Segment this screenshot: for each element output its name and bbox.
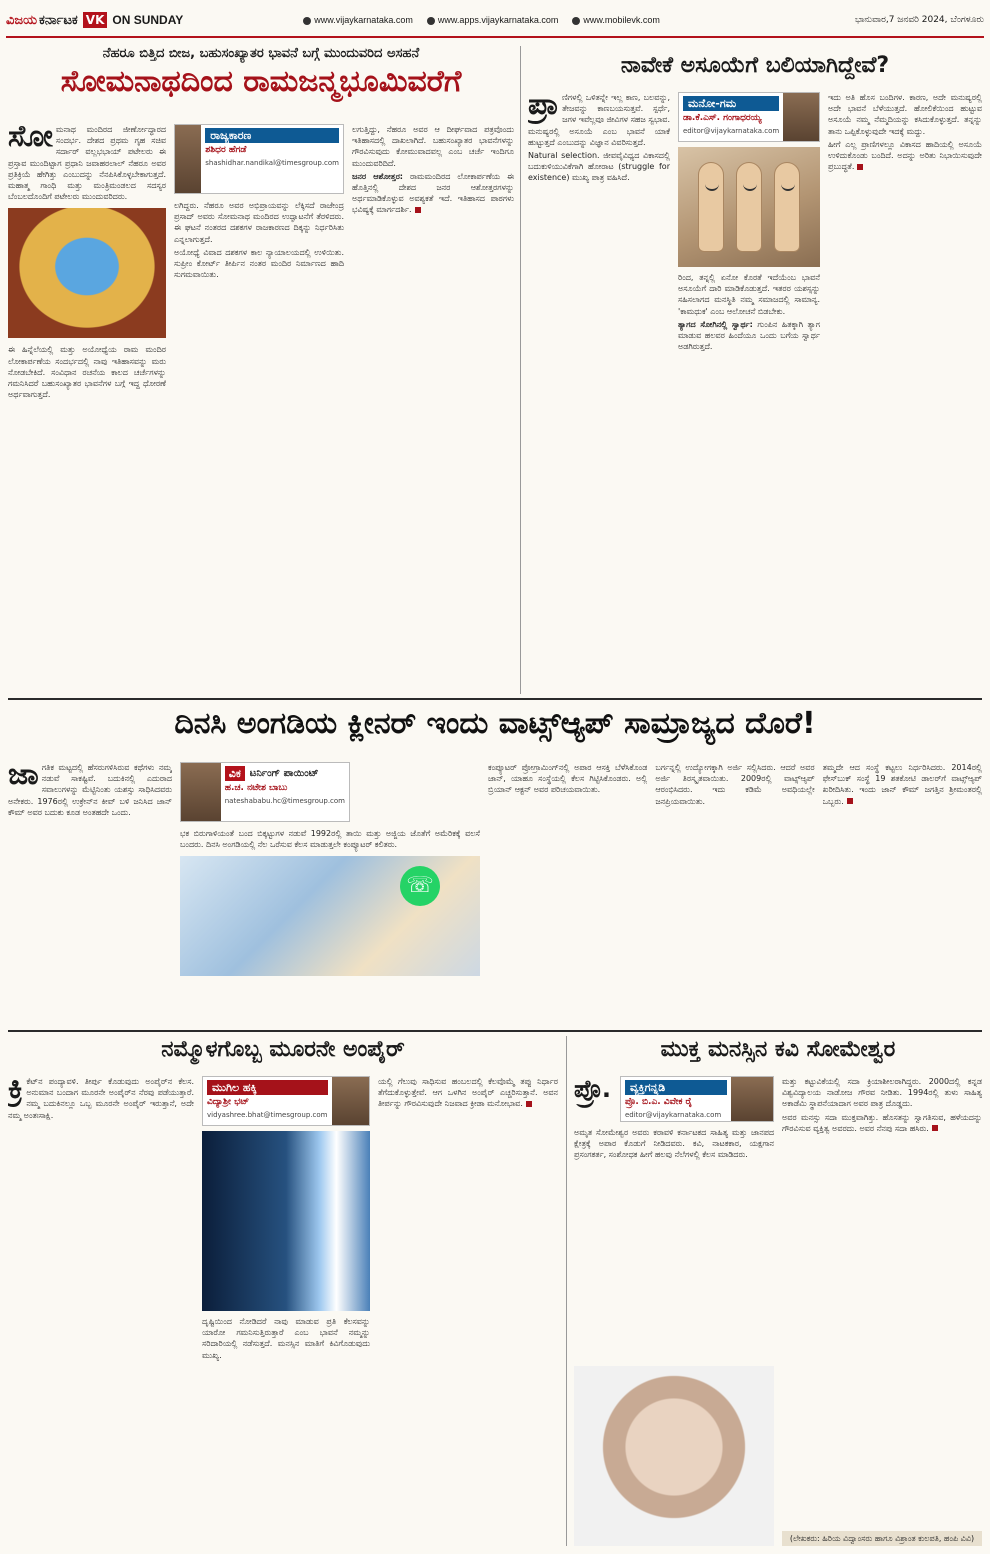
drop-cap: ಸೋ — [8, 124, 53, 154]
story-umpire — [8, 1038, 558, 1062]
article-column — [378, 1076, 558, 1546]
logo-part2: ಕರ್ನಾಟಕ — [39, 12, 78, 28]
article-column — [528, 92, 670, 694]
article-paragraph: ಹೀಗೆ ಎಲ್ಲ ಪ್ರಾಣಿಗಳಲ್ಲೂ ವಿಕಾಸದ ಹಾದಿಯಲ್ಲಿ ಅಸೂಯೆ ಉಳಿದುಕೊಂಡು ಬಂದಿದೆ. ಅದನ್ನು ಅರಿತು ನಿಭಾಯಿಸುವುದೇ ಪ್ರಬುದ್ಧತೆ. — [828, 139, 982, 172]
link-apps[interactable]: www.apps.vijaykarnataka.com — [427, 15, 559, 25]
whatsapp-icon: ☏ — [400, 866, 440, 906]
author-byline — [202, 1076, 370, 1126]
article-column — [202, 1076, 370, 1546]
web-links — [303, 15, 660, 25]
finger-figure — [774, 162, 800, 252]
end-mark — [415, 207, 421, 213]
article-paragraph: ಗುಂಪಿನ ಹಿತಕ್ಕಾಗಿ ತ್ಯಾಗ ಮಾಡುವ ಹಲವರ ಹಿಂದೆಯೂ ಒಂದು ಬಗೆಯ ಸ್ವಾರ್ಥ ಅಡಗಿರುತ್ತದೆ. — [678, 319, 820, 352]
article-paragraph: ದೃಷ್ಟಿಯಿಂದ ನೋಡಿದರೆ ನಾವು ಮಾಡುವ ಪ್ರತಿ ಕೆಲಸವನ್ನು ಯಾರೋ ಗಮನಿಸುತ್ತಿರುತ್ತಾರೆ ಎಂಬ ಭಾವನೆ ನಮ್ಮನ್ನು ಸರಿದಾರಿಯಲ್ಲಿ ನಡೆಸುತ್ತದೆ. ಮನಸ್ಸಿನ ಮಾತಿಗೆ ಕಿವಿಗೊಡುವುದು ಮುಖ್ಯ. — [202, 1317, 370, 1360]
article-paragraph: ಅಮೃತ ಸೋಮೇಶ್ವರ ಅವರು ಕರಾವಳಿ ಕರ್ನಾಟಕದ ಸಾಹಿತ್ಯ ಮತ್ತು ಜಾನಪದ ಕ್ಷೇತ್ರಕ್ಕೆ ಅಪಾರ ಕೊಡುಗೆ ನೀಡಿದವರು. ಕವಿ, ನಾಟಕಕಾರ, ಯಕ್ಷಗಾನ ಪ್ರಸಂಗಕರ್ತ, ಸಂಶೋಧಕ ಹೀಗೆ ಹಲವು ನೆಲೆಗಳಲ್ಲಿ ಕೆಲಸ ಮಾಡಿದರು. — [574, 1128, 774, 1160]
author-email[interactable]: vidyashree.bhat@timesgroup.com — [207, 1111, 328, 1120]
story-umpire-body — [8, 1076, 558, 1546]
article-column — [488, 762, 647, 1024]
article-paragraph: ಅವರ ಮನಸ್ಸು ಸದಾ ಮುಕ್ತವಾಗಿತ್ತು. ಹೊಸತನ್ನು ಸ್ವಾಗತಿಸುವ, ಹಳೆಯದನ್ನು ಗೌರವಿಸುವ ವ್ಯಕ್ತಿತ್ವ ಅವರದು. ಅವರ ನೆನಪು ಸದಾ ಹಸಿರು. — [782, 1112, 982, 1133]
story-envy — [528, 54, 982, 78]
article-column — [8, 762, 172, 1024]
article-paragraph: ಈ ಹಿನ್ನೆಲೆಯಲ್ಲಿ ಮತ್ತು ಅಯೋಧ್ಯೆಯ ರಾಮ ಮಂದಿರ ಲೋಕಾರ್ಪಣೆಯ ಸಂದರ್ಭದಲ್ಲಿ ನಾವು ಇತಿಹಾಸವನ್ನು ಮರು ನೋಡಬೇಕಿದೆ. ಸಂವಿಧಾನ ರಚನೆಯ ಕಾಲದ ಚರ್ಚೆಗಳನ್ನು ಗಮನಿಸಿದರೆ ಬಹುಸಂಖ್ಯಾತರ ಭಾವನೆಗಳ ಬಗ್ಗೆ ಇದ್ದ ಧೋರಣೆ ಅರ್ಥವಾಗುತ್ತದೆ. — [8, 345, 166, 400]
link-mobile[interactable]: www.mobilevk.com — [572, 15, 660, 25]
column-title: ವ್ಯಕ್ತಿಗನ್ನಡಿ — [625, 1080, 727, 1095]
finger-figure — [698, 162, 724, 252]
author-byline — [678, 92, 820, 142]
author-name: ಶಶಿಧರ ಹೆಗಡೆ — [205, 145, 247, 156]
author-name: ವಿದ್ಯಾಶ್ರೀ ಭಟ್ — [207, 1097, 250, 1108]
article-paragraph: ಯಲ್ಲಿ ಗೆಲುವು ಸಾಧಿಸುವ ಹಂಬಲದಲ್ಲಿ ಕೆಲವೊಮ್ಮೆ ತಪ್ಪು ನಿರ್ಧಾರ ತೆಗೆದುಕೊಳ್ಳುತ್ತೇವೆ. ಆಗ ಒಳಗಿನ ಅಂಪೈರ್ ಎಚ್ಚರಿಸುತ್ತಾನೆ. ಅವನ ತೀರ್ಪನ್ನು ಗೌರವಿಸುವುದೇ ನಿಜವಾದ ಕ್ರೀಡಾ ಮನೋಭಾವ. — [378, 1077, 558, 1109]
article-paragraph: ಮನಾಥ ಮಂದಿರದ ಜೀರ್ಣೋದ್ಧಾರದ ಸಂದರ್ಭ. ದೇಶದ ಪ್ರಥಮ ಗೃಹ ಸಚಿವ ಸರ್ದಾರ್ ವಲ್ಲಭಭಾಯ್ ಪಟೇಲರು ಈ ಪ್ರಸ್ತಾವ ಮುಂದಿಟ್ಟಾಗ ಪ್ರಧಾನಿ ಜವಾಹರಲಾಲ್ ನೆಹರೂ ಅವರ ಪ್ರತಿಕ್ರಿಯೆ ಹೇಗಿತ್ತು ಎಂಬುದನ್ನು ನೆನಪಿಸಿಕೊಳ್ಳಬೇಕಾಗುತ್ತದೆ. ಮಹಾತ್ಮ ಗಾಂಧಿ ಮತ್ತು ಮಂತ್ರಿಮಂಡಲದ ಸದಸ್ಯರ ಬೆಂಬಲದೊಂದಿಗೆ ಪಟೇಲರು ಮುಂದುವರಿದರು. — [8, 125, 166, 202]
article-paragraph: ಲಗುತ್ತಿದ್ದು, ನೆಹರೂ ಅವರ ಆ ದೀರ್ಘವಾದ ಪತ್ರವೊಂದು ಇತಿಹಾಸದಲ್ಲಿ ದಾಖಲಾಗಿದೆ. ಬಹುಸಂಖ್ಯಾತರ ಭಾವನೆಗಳನ್ನು ಗೌರವಿಸುವುದು ಕೋಮುವಾದವಲ್ಲ ಎಂಬ ಚರ್ಚೆ ಇಂದಿಗೂ ಮುಂದುವರಿದಿದೆ. — [352, 125, 514, 168]
article-column — [782, 1076, 982, 1546]
masthead — [6, 4, 984, 38]
story-envy-body — [528, 92, 982, 694]
article-paragraph: ಅಯೋಧ್ಯೆ ವಿವಾದ ದಶಕಗಳ ಕಾಲ ನ್ಯಾಯಾಲಯದಲ್ಲಿ ಉಳಿಯಿತು. ಸುಪ್ರೀಂ ಕೋರ್ಟ್ ತೀರ್ಪಿನ ನಂತರ ಮಂದಿರ ನಿರ್ಮಾಣದ ಹಾದಿ ಸುಗಮವಾಯಿತು. — [174, 247, 344, 280]
story-somnath-body — [8, 124, 514, 694]
author-photo — [783, 93, 819, 141]
column-title: ಮುಗಿಲ ಹಕ್ಕಿ — [207, 1080, 328, 1095]
article-column — [678, 92, 820, 694]
article-paragraph: ಕಂಪ್ಯೂಟರ್ ಪ್ರೋಗ್ರಾಮಿಂಗ್‌ನಲ್ಲಿ ಅಪಾರ ಆಸಕ್ತಿ ಬೆಳೆಸಿಕೊಂಡ ಜಾನ್, ಯಾಹೂ ಸಂಸ್ಥೆಯಲ್ಲಿ ಕೆಲಸ ಗಿಟ್ಟಿಸಿಕೊಂಡರು. ಅಲ್ಲಿ ಬ್ರಿಯಾನ್ ಆಕ್ಟನ್ ಅವರ ಪರಿಚಯವಾಯಿತು. — [488, 763, 648, 795]
logo-box: VK — [83, 12, 108, 28]
story-headline: ದಿನಸಿ ಅಂಗಡಿಯ ಕ್ಲೀನರ್ ಇಂದು ವಾಟ್ಸ್‌ಆ್ಯಪ್ ಸಾಮ್ರಾಜ್ಯದ ದೊರೆ! — [174, 706, 816, 741]
article-paragraph: ಣಿಗಳಲ್ಲಿ ಒಳಿತನ್ನೇ ಇಲ್ಲ ಕಾಣ, ಬಲವನ್ನು, ತೇಜವನ್ನು ಕಾಣಬಯಸುತ್ತವೆ. ಸ್ಪರ್ಧೆ, ಜಗಳ ಇವೆಲ್ಲವೂ ಜೀವಿಗಳ ಸಹಜ ಸ್ವಭಾವ. ಮನುಷ್ಯರಲ್ಲಿ ಅಸೂಯೆ ಎಂಬ ಭಾವನೆ ಯಾಕೆ ಹುಟ್ಟುತ್ತದೆ ಎಂಬುದನ್ನು ವಿಜ್ಞಾನ ವಿವರಿಸುತ್ತದೆ. — [528, 93, 670, 147]
finger-faces-image — [678, 147, 820, 267]
article-column — [352, 124, 514, 694]
story-someshwara-body — [574, 1076, 982, 1546]
author-byline — [620, 1076, 774, 1122]
article-column — [8, 1076, 194, 1546]
section-divider — [8, 1030, 982, 1032]
story-headline: ಸೋಮನಾಥದಿಂದ ರಾಮಜನ್ಮಭೂಮಿವರೆಗೆ — [60, 64, 462, 99]
author-email[interactable]: editor@vijaykarnataka.com — [624, 1111, 722, 1120]
author-email[interactable]: editor@vijaykarnataka.com — [683, 127, 780, 136]
story-headline: ನಾವೇಕೆ ಅಸೂಯೆಗೆ ಬಲಿಯಾಗಿದ್ದೇವೆ? — [620, 53, 890, 78]
drop-cap: ಜಾ — [8, 762, 39, 792]
article-column — [823, 762, 982, 1024]
drop-cap: ಪ್ರಾ — [528, 92, 560, 122]
story-somnath — [8, 46, 514, 98]
story-whatsapp-body — [8, 762, 982, 1024]
author-photo — [332, 1077, 370, 1125]
column-title: ಮನೋ-ಗಮ — [683, 96, 779, 111]
article-column — [828, 92, 982, 694]
article-paragraph: ಬರ್ಗನ್ನಲ್ಲಿ ಉದ್ಯೋಗಕ್ಕಾಗಿ ಅರ್ಜಿ ಸಲ್ಲಿಸಿದರು. ಆದರೆ ಅವರ ಅರ್ಜಿ ತಿರಸ್ಕೃತವಾಯಿತು. 2009ರಲ್ಲಿ ವಾಟ್ಸ್‌ಆ್ಯಪ್ ಆರಂಭಿಸಿದರು. ಇದು ಕಡಿಮೆ ಅವಧಿಯಲ್ಲೇ ಜನಪ್ರಿಯವಾಯಿತು. — [655, 763, 815, 806]
author-byline — [174, 124, 344, 194]
sub-heading: ತ್ಯಾಗದ ಸೋಗಿನಲ್ಲಿ ಸ್ವಾರ್ಥ: — [678, 319, 753, 329]
end-mark — [857, 164, 863, 170]
end-mark — [932, 1125, 938, 1131]
phone-icon — [427, 17, 435, 25]
article-column — [174, 124, 344, 694]
story-headline: ನಮ್ಮೊಳಗೊಬ್ಬ ಮೂರನೇ ಅಂಪೈರ್ — [161, 1037, 405, 1062]
article-column — [180, 762, 480, 1024]
article-paragraph: ರಾಮಮಂದಿರದ ಲೋಕಾರ್ಪಣೆಯ ಈ ಹೊತ್ತಿನಲ್ಲಿ ದೇಶದ ಜನರ ಆಶೋತ್ತರಗಳನ್ನು ಅರ್ಥಮಾಡಿಕೊಳ್ಳುವ ಅವಶ್ಯಕತೆ ಇದೆ. ಇತಿಹಾಸದ ಪಾಠಗಳು ಭವಿಷ್ಯಕ್ಕೆ ಮಾರ್ಗದರ್ಶಿ. — [352, 171, 514, 215]
article-paragraph: Natural selection. ಜೀವವೈವಿಧ್ಯದ ವಿಕಾಸದಲ್ಲಿ ಬದುಕುಳಿಯುವಿಕೆಗಾಗಿ ಹೋರಾಟ (struggle for existence) ಮುಖ್ಯ ಪಾತ್ರ ವಹಿಸಿದೆ. — [528, 151, 670, 183]
section-divider — [8, 698, 982, 700]
author-email[interactable]: shashidhar.nandikal@timesgroup.com — [205, 159, 339, 168]
end-mark — [526, 1101, 532, 1107]
article-column — [574, 1076, 774, 1546]
story-kicker: ನೆಹರೂ ಬಿತ್ತಿದ ಬೀಜ, ಬಹುಸಂಖ್ಯಾತರ ಭಾವನೆ ಬಗ್ಗೆ ಮುಂದುವರಿದ ಅಸಹನೆ — [102, 46, 420, 61]
author-byline — [180, 762, 350, 822]
author-name: ಹ.ಚ. ನಟೇಶ ಬಾಬು — [224, 783, 288, 794]
drop-cap: ಕ್ರಿ — [8, 1076, 24, 1106]
poet-portrait-image — [574, 1366, 774, 1546]
author-name: ಡಾ.ಕೆ.ಎಸ್. ಗಂಗಾಧರಯ್ಯ — [683, 113, 762, 124]
logo-sunday: ON SUNDAY — [112, 13, 184, 27]
drop-cap: ಪ್ರೊ. — [574, 1076, 611, 1103]
article-paragraph: ಕೆಟ್‌ನ ಪಂದ್ಯಾವಳಿ. ತೀರ್ಪು ಕೊಡುವುದು ಅಂಪೈರ್‌ನ ಕೆಲಸ. ಅನುಮಾನ ಬಂದಾಗ ಮೂರನೇ ಅಂಪೈರ್‌ನ ನೆರವು ಪಡೆಯುತ್ತಾರೆ. ನಮ್ಮ ಬದುಕಿನಲ್ಲೂ ಒಬ್ಬ ಮೂರನೇ ಅಂಪೈರ್ ಇರುತ್ತಾನೆ, ಅದೇ ನಮ್ಮ ಅಂತಃಸಾಕ್ಷಿ. — [8, 1077, 194, 1120]
lord-rama-image — [8, 208, 166, 338]
newspaper-logo[interactable] — [6, 12, 183, 28]
dateline: ಭಾನುವಾರ,7 ಜನವರಿ 2024, ಬೆಂಗಳೂರು — [854, 15, 984, 25]
article-paragraph: ಇದು ಅತಿ ಹೊಸ ಬಂದಿಗಳ. ಕಾರಣ, ಅದೇ ಮನುಷ್ಯರಲ್ಲಿ ಅದೇ ಭಾವನೆ ಬೆಳೆಯುತ್ತದೆ. ಹೋಲಿಕೆಯಿಂದ ಹುಟ್ಟುವ ಅಸೂಯೆ ನಮ್ಮ ನೆಮ್ಮದಿಯನ್ನು ಕಸಿದುಕೊಳ್ಳುತ್ತದೆ. ತನ್ನನ್ನು ತಾನು ಒಪ್ಪಿಕೊಳ್ಳುವುದೇ ಇದಕ್ಕೆ ಮದ್ದು. — [828, 93, 982, 136]
column-divider — [566, 1036, 567, 1546]
article-column — [655, 762, 814, 1024]
end-mark — [847, 798, 853, 804]
author-note: (ಲೇಖಕರು: ಹಿರಿಯ ವಿದ್ವಾಂಸರು ಹಾಗೂ ವಿಶ್ರಾಂತ ಕುಲಪತಿ, ಹಂಪಿ ವಿವಿ) — [782, 1531, 982, 1546]
author-name: ಪ್ರೊ. ಬಿ.ಎ. ವಿವೇಕ ರೈ — [624, 1097, 693, 1108]
article-paragraph: ತಮ್ಮದೇ ಆದ ಸಂಸ್ಥೆ ಕಟ್ಟಲು ನಿರ್ಧರಿಸಿದರು. 2014ರಲ್ಲಿ ಫೇಸ್‌ಬುಕ್ ಸಂಸ್ಥೆ 19 ಶತಕೋಟಿ ಡಾಲರ್‌ಗೆ ವಾಟ್ಸ್‌ಆ್ಯಪ್ ಖರೀದಿಸಿತು. ಇಂದು ಜಾನ್ ಕೌಮ್ ಜಗತ್ತಿನ ಶ್ರೀಮಂತರಲ್ಲಿ ಒಬ್ಬರು. — [822, 763, 982, 806]
author-photo — [181, 763, 221, 821]
column-logo: ವಿಕ — [225, 766, 245, 781]
mobile-icon — [572, 17, 580, 25]
author-email[interactable]: nateshababu.hc@timesgroup.com — [224, 797, 345, 806]
article-paragraph: ಭಕ ಬಿರುಗಾಳಿಯಂತೆ ಬಂದ ಬಿಕ್ಕಟ್ಟುಗಳ ನಡುವೆ 1992ರಲ್ಲಿ ತಾಯಿ ಮತ್ತು ಅಜ್ಜಿಯ ಜೊತೆಗೆ ಅಮೆರಿಕಕ್ಕೆ ವಲಸೆ ಬಂದರು. ದಿನಸಿ ಅಂಗಡಿಯಲ್ಲಿ ನೆಲ ಒರೆಸುವ ಕೆಲಸ ಮಾಡುತ್ತಲೇ ಕಂಪ್ಯೂಟರ್ ಕಲಿತರು. — [180, 829, 480, 850]
column-title: ಟರ್ನಿಂಗ್ ಪಾಯಿಂಟ್ — [249, 768, 319, 779]
globe-icon — [303, 17, 311, 25]
column-divider — [520, 46, 521, 694]
article-paragraph: ಗತಿಕ ಮಟ್ಟದಲ್ಲಿ ಹೆಸರುಗಳಿಸಿರುವ ಕಥೆಗಳು ನಮ್ಮ ನಡುವೆ ಸಾಕಷ್ಟಿವೆ. ಬದುಕಿನಲ್ಲಿ ಎದುರಾದ ಸವಾಲುಗಳನ್ನು ಮೆಟ್ಟಿನಿಂತು ಯಶಸ್ಸು ಸಾಧಿಸಿದವರು ಅನೇಕರು. 1976ರಲ್ಲಿ ಉಕ್ರೇನ್‌ನ ಕೀವ್ ಬಳಿ ಜನಿಸಿದ ಜಾನ್ ಕೌಮ್ ಅವರ ಬದುಕು ಕೂಡ ಅಂತಹದೇ ಒಂದು. — [8, 763, 172, 817]
author-photo — [175, 125, 201, 193]
story-headline: ಮುಕ್ತ ಮನಸ್ಸಿನ ಕವಿ ಸೋಮೇಶ್ವರ — [660, 1037, 896, 1062]
face-profile-image — [202, 1131, 370, 1311]
article-paragraph: ಲಗಿದ್ದರು. ನೆಹರೂ ಅವರ ಅಭಿಪ್ರಾಯವನ್ನು ಲೆಕ್ಕಿಸದೆ ರಾಜೇಂದ್ರ ಪ್ರಸಾದ್ ಅವರು ಸೋಮನಾಥ ಮಂದಿರದ ಉದ್ಘಾಟನೆಗೆ ತೆರಳಿದರು. ಈ ಘಟನೆ ನಂತರದ ದಶಕಗಳ ರಾಜಕಾರಣದ ದಿಕ್ಕನ್ನು ನಿರ್ಧರಿಸಿತು ಎನ್ನಲಾಗುತ್ತದೆ. — [174, 201, 344, 244]
article-column — [8, 124, 166, 694]
whatsapp-founder-image — [180, 856, 480, 976]
story-someshwara — [574, 1038, 982, 1062]
sub-heading: ಜನರ ಆಶೋತ್ತರ: — [352, 171, 404, 181]
logo-part1: ವಿಜಯ — [6, 12, 38, 28]
column-title: ರಾಜ್ಯಕಾರಣ — [205, 128, 339, 143]
finger-figure — [736, 162, 762, 252]
article-paragraph: ಮತ್ತು ಕಟ್ಟುವಿಕೆಯಲ್ಲಿ ಸದಾ ಕ್ರಿಯಾಶೀಲರಾಗಿದ್ದರು. 2000ದಲ್ಲಿ ಕನ್ನಡ ವಿಶ್ವವಿದ್ಯಾಲಯ ನಾಡೋಜ ಗೌರವ ನೀಡಿತು. 1994ರಲ್ಲಿ ತುಳು ಸಾಹಿತ್ಯ ಅಕಾಡೆಮಿ ಸ್ಥಾಪನೆಯಾದಾಗ ಅವರ ಪಾತ್ರ ದೊಡ್ಡದು. — [782, 1077, 982, 1109]
author-photo — [731, 1077, 773, 1121]
article-paragraph: ರಿಂದ, ತನ್ನಲ್ಲಿ ಏನೋ ಕೊರತೆ ಇದೆಯೆಂಬ ಭಾವನೆ ಅಸೂಯೆಗೆ ದಾರಿ ಮಾಡಿಕೊಡುತ್ತದೆ. ಇತರರ ಯಶಸ್ಸನ್ನು ಸಹಿಸಲಾಗದ ಮನಸ್ಥಿತಿ ನಮ್ಮ ಸಮಾಜದಲ್ಲಿ ಸಾಮಾನ್ಯ. 'ಕಾಮಧುಕ' ಎಂಬ ಆಲೋಚನೆ ಬಿಡಬೇಕು. — [678, 273, 820, 316]
link-web[interactable]: www.vijaykarnataka.com — [303, 15, 413, 25]
